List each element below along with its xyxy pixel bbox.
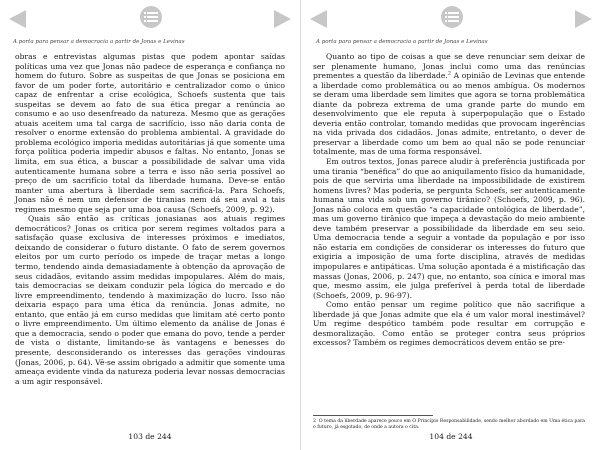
right-toolbar: [301, 0, 600, 40]
paragraph: Quanto ao tipo de coisas a que se deve renunciar sem deixar de ser plenamente humano, Jonas inclui como uma das renúncias prementes a questão da liberdade.$^2$ A opinião de Levinas que entende a liberdade como problemática ou ao menos ambígua. Os modernos se deram uma liberdade sem limites que agora se torna problemática diante da pobreza extrema de uma grande parte do mundo em desenvolvimento que ele reputa à superpopulação que o Estado deveria então controlar, tomando medidas que provocam ingerências na vida privada dos cidadãos. Jonas admite, entretanto, o dever de preservar a liberdade como um bem ao qual não se pode renunciar totalmente, mas de uma forma responsável.: [313, 52, 585, 157]
footnote: 2 O tema da liberdade aparece pouco em O Princípio Responsabilidade, sendo melhor abordado em Uma ética para o futuro, já esgotado, de onde a autora o cita.: [313, 419, 585, 430]
arrow-left-icon[interactable]: [307, 8, 329, 30]
running-head: A porta para pensar a democracia a partir de Jonas e Levinas: [316, 39, 488, 45]
footnote-divider: [313, 415, 433, 416]
footnote-ref[interactable]: 2: [447, 70, 451, 77]
paragraph: Como então pensar um regime político que não sacrifique a liberdade já que Jonas admite que ela é um valor moral inestimável? Um regime despótico também pode resultar em corrupção e desmoralização. Como então se proteger contra seus próprios excessos? Também os regimes democráticos devem então se pre-: [313, 300, 585, 348]
right-page: [300, 0, 600, 450]
paragraph: Em outros textos, Jonas parece aludir à preferência justificada por uma tirania “benéfica” do que ao aniquilamento físico da humanidade, pois de que serviria uma liberdade na impossibilidade de existirem homens livres? Mas poderia, se pergunta Schoefs, ser autenticamente humana uma vida sob um governo tirânico? (Schoefs, 2009, p. 96). Jonas não coloca em questão “a capacidade ontológica de liberdade”, mas um governo tirânico que impeça a devastação do meio ambiente deve também preservar a possibilidade da liberdade em seu seio. Uma democracia tende a seguir a vontade da população e por isso não estaria em condições de considerar os interesses do futuro que exigiria a imposição de uma forte disciplina, através de medidas impopulares e antipáticas. Uma solução apontada é a mistificação das massas (Jonas, 2006, p. 247) que, no entanto, soa cínica e imoral mas que, mesmo assim, ele julga preferível à perda total de liberdade (Schoefs, 2009, p. 96-97).: [313, 157, 585, 300]
running-head: A porta para pensar a democracia a partir de Jonas e Levinas: [13, 39, 185, 45]
arrow-right-icon[interactable]: [573, 8, 595, 30]
arrow-left-icon[interactable]: [6, 8, 28, 30]
list-menu-icon[interactable]: [140, 6, 162, 28]
page-body: [15, 52, 285, 386]
page-number: 104 de 244: [429, 432, 473, 441]
paragraph: Quais são então as críticas jonasianas aos atuais regimes democráticos? Jonas os critica por serem regimes voltados para a satisfação quase exclusiva de interesses próximos e imediatos, deixando de considerar o futuro distante. O fato de serem governos eleitos por um curto período os impede de traçar metas a longo termo, tendendo ainda demasiadamente à obtenção da aprovação de seus cidadãos, evitando assim medidas impopulares. Além do mais, tais democracias se deixam conduzir pela lógica do mercado e do livre empreendimento, tendendo à maximização do lucro. Isso não deixaria espaço para uma ética da renúncia. Jonas admite, no entanto, que então já em curso medidas que limitam até certo ponto o livre empreendimento. Um último elemento da análise de Jonas é que a democracia, sendo o poder que emana do povo, tende a perder de vista o distante, limitando-se às vantagens e benesses do presente, desconsiderando os interesses das gerações vindouras (Jonas, 2006, p. 64). Vê-se assim obrigado a admitir que somente uma ameaça evidente vinda da natureza poderia levar nossas democracias a um agir responsável.: [15, 214, 285, 386]
left-toolbar: [0, 0, 300, 40]
arrow-right-icon[interactable]: [272, 8, 294, 30]
list-menu-icon[interactable]: [441, 6, 463, 28]
page-number: 103 de 244: [128, 432, 172, 441]
paragraph: obras e entrevistas algumas pistas que podem apontar saídas políticas uma vez que Jonas não padece de esperança e confiança no homem do futuro. Sobre as suspeitas de que Jonas se posiciona em favor de um poder forte, autoritário e centralizador como o único capaz de enfrentar a crise ecológica, Schoefs sustenta que tais suspeitas se devem ao fato de sua ética pregar a renúncia ao consumo e ao uso desenfreado da natureza. Mesmo que as gerações atuais aceitem uma tal carga de sacrifício, isso não daria conta de resolver o enorme extensão do problema ambiental. A gravidade do problema ecológico imporia medidas autoritárias já que somente uma força política poderia impedir abusos e faltas. No entanto, Jonas se limita, em sua ética, a buscar a possibilidade de salvar uma vida autenticamente humana sobre a terra e isso não seria possível ao preço de um sacrifício total da liberdade humana. Deve-se então manter uma abertura à liberdade sem sacrificá-la. Para Schoefs, Jonas não é nem um defensor de tiranias nem dá seu aval a tais regimes mesmo que seja por uma boa causa (Schoefs, 2009, p. 92).: [15, 52, 285, 214]
page-body: [313, 52, 585, 348]
